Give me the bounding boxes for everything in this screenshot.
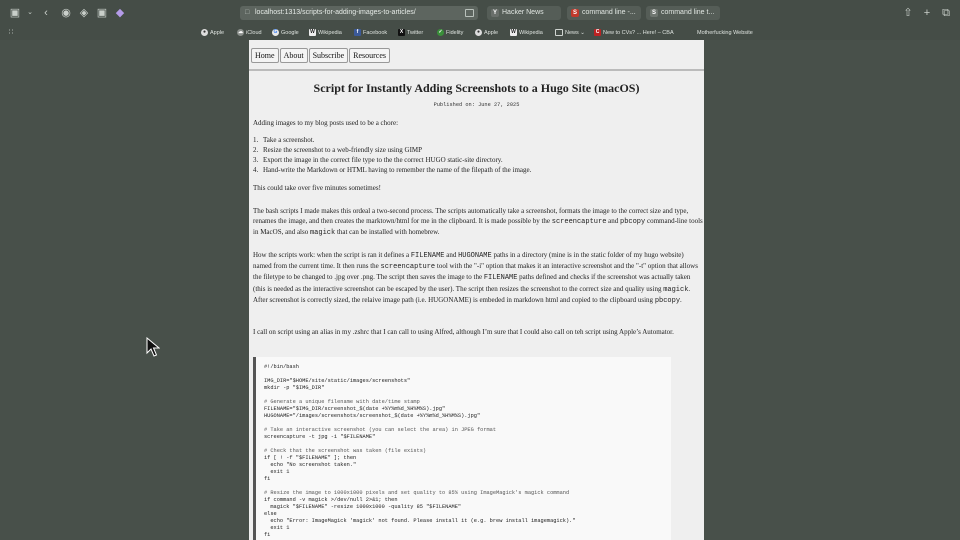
bookmark-icloud[interactable]: ☁ iCloud [238,29,262,36]
paragraph-3: How the scripts work: when the script is ran it defines a FILENAME and HUGONAME paths in a directory (mine is in the static folder of my hugo website) named from the current time. It then runs the screencapture tool with the "-i" option that makes it an interactive screenshot and the "-t" option that allows the filetype to be changed to .jpg over .png. The script then saves the image to the FILENAME paths defined and checks if the screenshot was actually taken (this is needed as the interactive screenshot can be escaped by the user). The script then resizes the screenshot to the correct size and quality using magick. After screenshot is correctly sized, the relaive image path (i.e. HUGONAME) is embeded in markdown html and copied to the clipboard using pbcopy. [253,251,698,305]
code-line: # Take an interactive screenshot (you can select the area) in JPEG format [264,427,497,433]
code-line: exit 1 [264,525,290,531]
share-icon[interactable]: ⇧ [903,7,913,19]
bash-script [256,357,671,539]
paragraph-2: The bash scripts I made makes this ordeal a two-second process. The scripts automatically take a screenshot, formats the image to the correct size and type, renames the image, and then creates the marktown/html for me in the clipboard. It is made possible by the screencapture and pbcopy command-line tools in MacOS, and also magick that can be installed with homebrew. [253,207,703,238]
fidelity-icon: ✓ [438,29,443,36]
code-line: screencapture -t jpg -i "$FILENAME" [264,434,376,440]
nav-subscribe-button[interactable]: Subscribe [309,48,349,63]
code-line: else [264,511,277,517]
tab-label: command line t... [661,9,715,16]
new-tab-icon[interactable]: + [923,7,931,19]
code-block [253,357,671,540]
bookmark-folder-news[interactable]: News ⌄ [555,26,585,40]
list-item: 1. Take a screenshot. [253,136,315,144]
list-item: 4. Hand-write the Markdown or HTML having to remember the name of the filepath of the image. [253,166,532,174]
tab-overview-icon[interactable]: ⧉ [942,7,950,19]
chevron-down-icon: ⌄ [580,30,585,36]
published-date: Published on: June 27, 2025 [433,102,520,108]
code-line: HUGONAME="/images/screenshots/screenshot_$(date +%Y%m%d_%H%M%S).jpg" [264,413,481,419]
site-nav [251,45,391,63]
bookmark-wikipedia[interactable]: W Wikipedia [310,29,342,36]
wikipedia-icon: W [511,29,516,36]
code-line: exit 1 [264,469,290,475]
list-item: 3. Export the image in the correct file type to the the correct HUGO static-site directory. [253,156,503,164]
x-icon: X [399,29,404,36]
code-line: # Generate a unique filename with date/time stamp [264,399,420,405]
code-line: FILENAME="$IMG_DIR/screenshot_$(date +%Y%m%d_%H%M%S).jpg" [264,406,446,412]
mouse-cursor-icon [146,337,160,357]
apple-icon: ● [202,29,207,36]
code-line: IMG_DIR="$HOME/site/static/images/screenshots" [264,378,411,384]
hacker-news-favicon-icon: Y [492,10,497,16]
tab-command-line-1[interactable] [567,6,641,20]
bookmark-wikipedia-2[interactable]: W Wikipedia [511,29,543,36]
code-line: if [ ! -f "$FILENAME" ]; then [264,455,357,461]
page-title: Script for Instantly Adding Screenshots to a Hugo Site (macOS) [313,81,640,95]
nav-about-button[interactable]: About [280,48,308,63]
code-line: magick "$FILENAME" -resize 1000x1000 -quality 85 "$FILENAME" [264,504,462,510]
tab-label: Hacker News [502,9,544,16]
code-line: if command -v magick >/dev/null 2>&1; then [264,497,398,503]
facebook-icon: f [354,29,361,36]
extension-icon-4[interactable]: ◆ [115,7,125,19]
bookmark-facebook[interactable]: f Facebook [354,26,387,40]
browser-toolbar [0,0,960,26]
reader-icon[interactable] [465,9,474,17]
tab-command-line-2[interactable] [646,6,720,20]
code-line: # Resize the image to 1000x1000 pixels and set quality to 85% using ImageMagick's magick command [264,490,570,496]
url-text: localhost:1313/scripts-for-adding-images-to-articles/ [255,9,416,16]
tab-label: command line -... [582,9,636,16]
code-line: mkdir -p "$IMG_DIR" [264,385,325,391]
bookmarks-bar [0,26,960,40]
extension-icon-3[interactable]: ▣ [96,7,108,19]
code-line: # Check that the screenshot was taken (file exists) [264,448,427,454]
bookmark-fidelity[interactable]: ✓ Fidelity [438,29,464,36]
wikipedia-icon: W [310,29,315,36]
extension-icon-1[interactable]: ◉ [61,7,71,19]
bookmark-motherfucking-website[interactable]: Motherfucking Website [697,30,753,36]
stackoverflow-favicon-icon: S [572,10,577,16]
bookmark-cba[interactable]: C New to CVs? ... Here! – CBA [595,29,674,36]
folder-icon [555,29,563,36]
sidebar-toggle-icon[interactable]: ▣ [9,7,21,19]
bookmark-apple-2[interactable]: ● Apple [476,29,499,36]
code-line: fi [264,532,271,538]
cba-icon: C [595,29,600,36]
back-icon[interactable]: ‹ [44,7,48,19]
paragraph-1: This could take over five minutes sometimes! [253,184,381,192]
nav-resources-button[interactable]: Resources [349,48,390,63]
apple-icon: ● [476,29,481,36]
bookmark-google[interactable]: G Google [273,29,299,36]
list-item: 2. Resize the screenshot to a web-friendly size using GIMP [253,146,423,154]
intro-paragraph: Adding images to my blog posts used to be a chore: [253,119,399,127]
tab-hacker-news[interactable] [487,6,561,20]
divider [249,69,704,71]
address-bar[interactable] [240,6,478,20]
bookmark-twitter[interactable]: X Twitter [399,29,424,36]
web-page [249,40,704,540]
icloud-icon: ☁ [238,29,243,36]
code-line: fi [264,476,271,482]
bookmarks-grid-icon[interactable]: ∷ [8,29,14,36]
nav-home-button[interactable]: Home [251,48,279,63]
code-line: #!/bin/bash [264,364,299,370]
steps-list [253,135,693,175]
code-line: echo "No screenshot taken." [264,462,357,468]
chevron-down-icon[interactable]: ⌄ [27,9,33,16]
superuser-favicon-icon: S [651,10,656,16]
google-icon: G [273,29,278,36]
code-line: echo "Error: ImageMagick 'magick' not found. Please install it (e.g. brew install imagemagick)." [264,518,576,524]
extension-icon-2[interactable]: ◈ [79,7,89,19]
bookmark-apple[interactable]: ● Apple [202,29,225,36]
page-icon: □ [245,9,250,16]
paragraph-4: I call on script using an alias in my .zshrc that I can call to using Alfred, although I’m sure that I could also call on teh script using Apple’s Automator. [253,328,674,336]
